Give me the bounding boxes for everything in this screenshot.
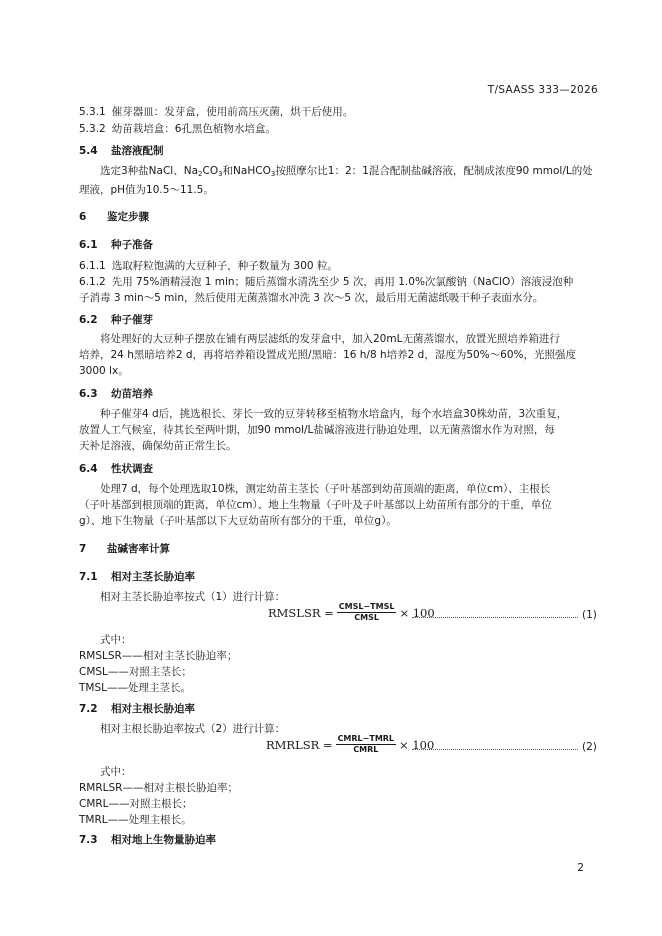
heading-title: 种子准备 [111, 239, 153, 251]
heading-number: 7 [79, 543, 87, 555]
subscript: 3 [270, 170, 276, 178]
paragraph-line: 放置人工气候室，待其长至两叶期，加90 mmol/L盐碱溶液进行胁迫处理，以无菌蒸馏水作为对照，每 [79, 424, 555, 436]
paragraph-6-3 [79, 406, 600, 454]
fraction [337, 602, 397, 623]
paragraph-5-4 [79, 163, 600, 198]
subscript: 3 [218, 170, 223, 178]
fraction-numerator: CMRL−TMRL [337, 734, 395, 743]
heading-number: 7.2 [79, 703, 98, 715]
paragraph-6-2 [79, 331, 600, 379]
page-number: 2 [577, 862, 584, 874]
text-run: 按照摩尔比1：2：1混合配制盐碱溶液，配制成浓度90 mmol/L的处 [275, 165, 593, 177]
heading-number: 7.1 [79, 571, 98, 583]
clause-number: 6.1.2 [79, 276, 106, 288]
subscript: 2 [198, 170, 203, 178]
legend-item: CMSL——对照主茎长； [79, 666, 192, 678]
heading-number: 6 [79, 211, 87, 223]
clause-number: 5.3.2 [79, 123, 106, 135]
heading-6-3 [79, 386, 600, 402]
equation-lhs: RMRLSR = [266, 737, 333, 752]
clause-6-1-1 [79, 258, 600, 274]
heading-number: 6.4 [79, 463, 98, 475]
legend-heading: 式中： [100, 766, 132, 778]
heading-title: 性状调查 [111, 463, 153, 475]
heading-7 [79, 541, 600, 557]
document-code: T/SAASS 333—2026 [487, 84, 598, 96]
equation-number: (1) [582, 609, 597, 621]
equation [266, 734, 434, 755]
clause-text: 幼苗栽培盒：6孔黑色植物水培盒。 [111, 123, 276, 135]
fraction [336, 734, 396, 755]
heading-5-4 [79, 143, 600, 159]
heading-6 [79, 209, 600, 225]
clause-text: 选取籽粒饱满的大豆种子，种子数量为 300 粒。 [111, 260, 338, 272]
clause-number: 6.1.1 [79, 260, 106, 272]
heading-number: 6.2 [79, 314, 98, 326]
equation [268, 602, 435, 623]
legend-item: CMRL——对照主根长； [79, 798, 193, 810]
dot-leader [412, 749, 578, 750]
dot-leader [412, 617, 578, 618]
equation-multiplier: × 100 [399, 737, 435, 752]
fraction-numerator: CMSL−TMSL [338, 602, 395, 611]
equation-lhs: RMSLSR = [268, 605, 334, 620]
heading-title: 相对地上生物量胁迫率 [111, 834, 216, 846]
clause-text: 先用 75%酒精浸泡 1 min；随后蒸馏水清洗至少 5 次，再用 1.0%次氯酸钠（NaClO）溶液浸泡种 [111, 276, 574, 288]
heading-6-1 [79, 237, 600, 253]
heading-6-4 [79, 461, 600, 477]
paragraph-line: 处理7 d，每个处理选取10株，测定幼苗主茎长（子叶基部到幼苗顶端的距离，单位cm）、主根长 [100, 483, 551, 495]
text-run: 选定3种盐NaCl、Na [100, 165, 199, 177]
fraction-denominator: CMRL [353, 745, 379, 754]
heading-7-1 [79, 569, 600, 585]
heading-title: 相对主根长胁迫率 [111, 703, 195, 715]
formula-intro: 相对主茎长胁迫率按式（1）进行计算： [100, 591, 286, 603]
clause-6-1-2 [79, 274, 600, 306]
legend-item: TMSL——处理主茎长。 [79, 682, 191, 694]
heading-7-3 [79, 832, 600, 848]
legend-item: TMRL——处理主根长。 [79, 814, 192, 826]
heading-title: 盐溶液配制 [111, 145, 164, 157]
paragraph-6-4 [79, 481, 600, 529]
heading-6-2 [79, 312, 600, 328]
heading-number: 6.3 [79, 388, 98, 400]
paragraph-line: 将处理好的大豆种子摆放在铺有两层滤纸的发芽盒中，加入20mL无菌蒸馏水，放置光照培养箱进行 [100, 333, 560, 345]
clause-number: 5.3.1 [79, 106, 106, 118]
legend-item: RMRLSR——相对主根长胁迫率； [79, 782, 238, 794]
formula-intro: 相对主根长胁迫率按式（2）进行计算： [100, 723, 286, 735]
fraction-denominator: CMSL [354, 613, 379, 622]
heading-title: 幼苗培养 [111, 388, 153, 400]
paragraph-line: 3000 lx。 [79, 365, 129, 377]
heading-7-2 [79, 701, 600, 717]
paragraph-line: g）、地下生物量（子叶基部以下大豆幼苗所有部分的干重，单位g）。 [79, 515, 397, 527]
clause-text: 催芽器皿：发芽盒，使用前高压灭菌，烘干后使用。 [111, 106, 354, 118]
heading-number: 7.3 [79, 834, 98, 846]
heading-title: 盐碱害率计算 [107, 543, 170, 555]
paragraph-line: 天补足溶液，确保幼苗正常生长。 [79, 440, 237, 452]
heading-title: 鉴定步骤 [107, 211, 149, 223]
legend-heading: 式中： [100, 634, 132, 646]
equation-multiplier: × 100 [399, 605, 435, 620]
paragraph-line: 培养，24 h黑暗培养2 d，再将培养箱设置成光照/黑暗：16 h/8 h培养2 d，湿度为50%～60%，光照强度 [79, 349, 576, 361]
paragraph-line: 种子催芽4 d后，挑选根长、芽长一致的豆芽转移至植物水培盒内，每个水培盒30株幼苗，3次重复， [100, 408, 568, 420]
equation-number: (2) [582, 741, 597, 753]
paragraph-line: （子叶基部到根顶端的距离，单位cm）、地上生物量（子叶及子叶基部以上幼苗所有部分的干重，单位 [79, 499, 552, 511]
text-run: CO [202, 165, 219, 177]
text-run: 和NaHCO [222, 165, 271, 177]
heading-title: 种子催芽 [111, 314, 153, 326]
clause-text: 子消毒 3 min～5 min，然后使用无菌蒸馏水冲洗 3 次～5 次，最后用无菌滤纸吸干种子表面水分。 [79, 292, 544, 304]
formula-legend-2 [79, 764, 600, 828]
formula-legend-1 [79, 632, 600, 696]
heading-title: 相对主茎长胁迫率 [111, 571, 195, 583]
legend-item: RMSLSR——相对主茎长胁迫率； [79, 650, 238, 662]
paragraph-line: 理液，pH值为10.5～11.5。 [79, 184, 214, 196]
heading-number: 5.4 [79, 145, 98, 157]
clause-5-3-1 [79, 104, 600, 120]
heading-number: 6.1 [79, 239, 98, 251]
clause-5-3-2 [79, 121, 600, 137]
